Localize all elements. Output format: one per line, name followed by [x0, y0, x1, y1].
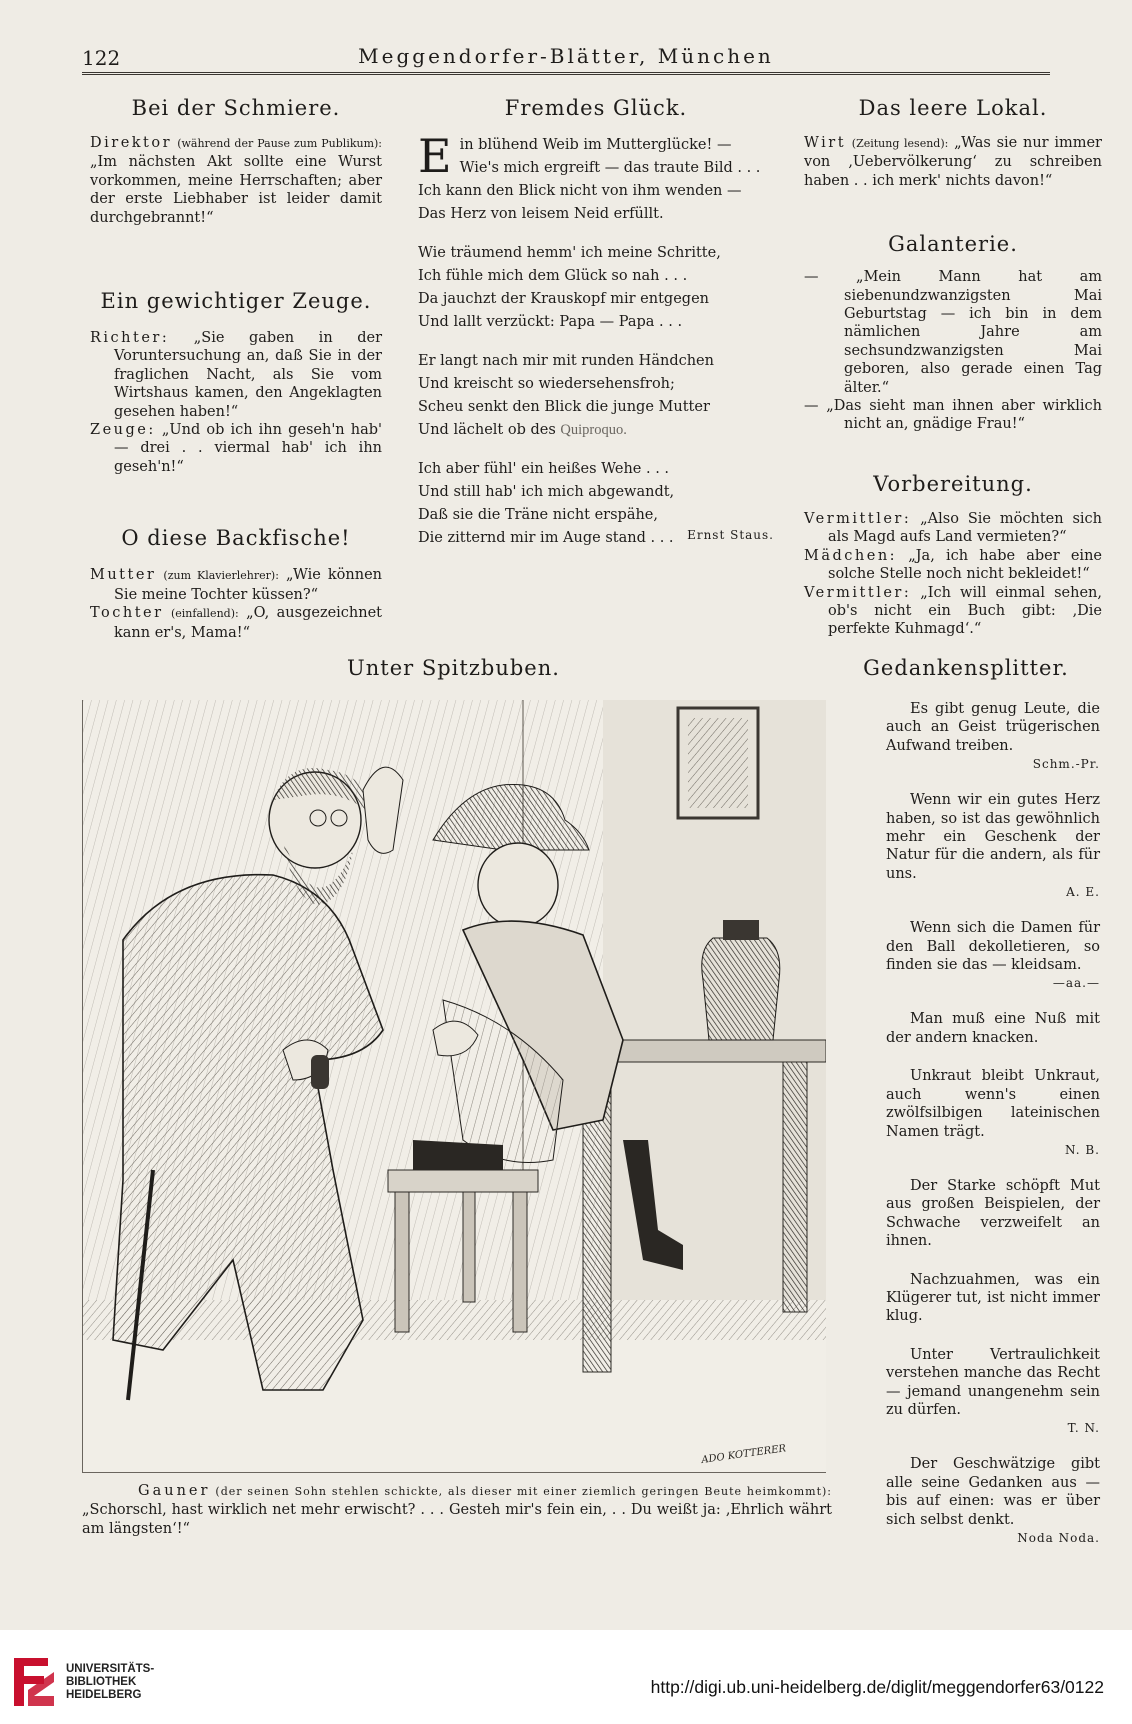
- aphorism-text: Wenn sich die Damen für den Ball dekolletieren, so finden sie das — kleidsam.: [886, 920, 1100, 974]
- library-name[interactable]: [66, 1663, 154, 1702]
- library-name-line: HEIDELBERG: [66, 1689, 142, 1701]
- dialogue-richter: [90, 329, 382, 421]
- column-right: [804, 96, 1102, 639]
- dialogue: „Ja, ich habe aber eine solche Stelle noch nicht bekleidet!“: [828, 547, 1102, 583]
- dialogue: „Schorschl, hast wirklich net mehr erwischt? . . . Gesteh mir's fein ein, . . Du weißt ja: ‚Ehrlich währt am längsten‘!“: [82, 1502, 832, 1537]
- dialogue-vermittler-2: [804, 584, 1102, 639]
- library-name-line: BIBLIOTHEK: [66, 1676, 137, 1688]
- library-name-line: UNIVERSITÄTS-: [66, 1663, 155, 1675]
- aphorism-text: Unkraut bleibt Unkraut, auch wenn's einen zwölfsilbigen lateinischen Namen trägt.: [886, 1068, 1100, 1140]
- aphorisms-title: Gedankensplitter.: [863, 656, 1069, 680]
- aphorism-item: [832, 700, 1100, 771]
- page-number: 122: [82, 46, 121, 70]
- stool-leg: [395, 1192, 409, 1332]
- pipe: [311, 1055, 329, 1089]
- speaker: Richter:: [90, 330, 170, 347]
- poem-line: Ich aber fühl' ein heißes Wehe . . .: [418, 461, 670, 477]
- speaker: Vermittler:: [804, 584, 912, 601]
- dialogue: „O, ausgezeichnet kann er's, Mama!“: [114, 605, 383, 641]
- jug-neck: [723, 920, 759, 940]
- aphorism-item: [832, 791, 1100, 899]
- aphorism-item: [832, 1455, 1100, 1545]
- aphorism-text: Wenn wir ein gutes Herz haben, so ist das gewöhnlich mehr ein Geschenk der Natur für die andern, als für uns.: [886, 792, 1100, 882]
- column-left: [90, 96, 382, 642]
- aphorism-item: [832, 1346, 1100, 1436]
- library-footer: [0, 1630, 1132, 1724]
- poem: [418, 129, 774, 550]
- poem-title: Fremdes Glück.: [504, 96, 688, 120]
- speaker: Mutter: [90, 567, 157, 584]
- dialogue: „Sie gaben in der Voruntersuchung an, daß Sie in der fraglichen Nacht, als Sie vom Wirtshaus kamen, den Angeklagten gesehen haben!“: [114, 330, 382, 420]
- section-title-galanterie: Galanterie.: [888, 232, 1018, 257]
- poem-line: Und still hab' ich mich abgewandt,: [418, 484, 675, 500]
- dialogue: „Und ob ich ihn geseh'n hab' — drei . . viermal hab' ich ihn geseh'n!“: [114, 422, 383, 475]
- speaker: Mädchen:: [804, 547, 898, 564]
- speaker: Tochter: [90, 605, 164, 622]
- latin-word: Quiproquo.: [560, 422, 627, 438]
- artist-signature: ADO KOTTERER: [700, 1443, 787, 1466]
- dialogue-line: — „Das sieht man ihnen aber wirklich nicht an, gnädige Frau!“: [804, 398, 1102, 433]
- aphorism-text: Der Geschwätzige gibt alle seine Gedanken aus — bis auf einen: was er über sich selbst denkt.: [886, 1456, 1100, 1528]
- aphorism-item: [832, 1271, 1100, 1326]
- poem-line: Und lallt verzückt: Papa — Papa . . .: [418, 314, 683, 330]
- table-leg: [783, 1062, 807, 1312]
- dialogue-mutter: [90, 566, 382, 604]
- poem-line: Wie träumend hemm' ich meine Schritte,: [418, 245, 721, 261]
- aphorism-item: [832, 919, 1100, 990]
- section-title-zeuge: Ein gewichtiger Zeuge.: [100, 289, 372, 314]
- page-header: [82, 42, 1050, 75]
- poem-line: Wie's mich ergreift — das traute Bild . . .: [459, 160, 761, 176]
- aphorism-item: [832, 1177, 1100, 1251]
- aphorism-text: Man muß eine Nuß mit der andern knacken.: [886, 1011, 1100, 1046]
- stage-direction: (zum Klavierlehrer):: [163, 569, 279, 583]
- dialogue-vermittler: [804, 510, 1102, 547]
- column-middle: [418, 96, 774, 546]
- stanza-3: [418, 350, 774, 442]
- aphorism-text: Der Starke schöpft Mut aus großen Beispielen, der Schwache verzweifelt an ihnen.: [886, 1177, 1100, 1250]
- aphorism-item: [832, 1067, 1100, 1157]
- stage-direction: (Zeitung lesend):: [851, 137, 949, 150]
- poem-line: Ich fühle mich dem Glück so nah . . .: [418, 268, 688, 284]
- aphorism-signature: —aa.—: [1052, 976, 1100, 991]
- stage-direction: (während der Pause zum Publikum):: [177, 137, 383, 150]
- cartoon-title: Unter Spitzbuben.: [347, 656, 560, 680]
- poem-line: Und kreischt so wiedersehensfroh;: [418, 376, 675, 392]
- cartoon-illustration: [82, 700, 826, 1473]
- stanza-2: [418, 242, 774, 334]
- dialogue-line: — „Mein Mann hat am siebenundzwanzigsten Mai Geburtstag — ich bin in dem nämlichen Jahre am sechsundzwanzigsten Mai geboren, also gerade einen Tag älter.“: [804, 269, 1102, 396]
- jug: [702, 938, 780, 1040]
- section-title-vorbereitung: Vorbereitung.: [873, 471, 1033, 496]
- stool-leg: [513, 1192, 527, 1332]
- poem-line: in blühend Weib im Mutterglücke! —: [459, 137, 732, 153]
- aphorism-text: Unter Vertraulichkeit verstehen manche das Recht — jemand unangenehm sein zu dürfen.: [886, 1346, 1100, 1418]
- stage-direction: (einfallend):: [170, 607, 239, 621]
- aphorism-signature: N. B.: [1065, 1142, 1100, 1157]
- speaker: Zeuge:: [90, 422, 156, 439]
- speaker: Vermittler:: [804, 510, 912, 527]
- poem-line: Die zitternd mir im Auge stand . . .: [418, 530, 674, 546]
- dialogue: „Also Sie möchten sich als Magd aufs Land vermieten?“: [828, 510, 1103, 546]
- library-logo-icon[interactable]: [8, 1652, 60, 1712]
- poem-line: Das Herz von leisem Neid erfüllt.: [418, 206, 664, 222]
- dialogue: „Was sie nur immer von ‚Uebervölkerung‘ zu schreiben haben . . ich merk' nichts davon!“: [804, 135, 1102, 189]
- dialogue: „Im nächsten Akt sollte eine Wurst vorkommen, meine Herrschaften; aber der erste Liebhaber ist leider damit durchgebrannt!“: [90, 154, 382, 226]
- cartoon-drawing: [83, 700, 826, 1472]
- aphorism-text: Es gibt genug Leute, die auch an Geist trügerischen Aufwand treiben.: [886, 701, 1100, 754]
- aphorism-signature: T. N.: [1067, 1421, 1100, 1436]
- speaker: Wirt: [804, 135, 847, 151]
- poem-line: Ich kann den Blick nicht von ihm wenden —: [418, 183, 742, 199]
- poem-line-start: Und lächelt ob des: [418, 422, 561, 438]
- speaker: Direktor: [90, 135, 173, 151]
- poem-line: [418, 419, 774, 442]
- dialogue: „Wie können Sie meine Tochter küssen?“: [114, 567, 383, 603]
- poem-line: Scheu senkt den Blick die junge Mutter: [418, 399, 710, 415]
- section-title-backfische: O diese Backfische!: [121, 526, 351, 551]
- aphorism-signature: Schm.-Pr.: [1032, 757, 1100, 772]
- magazine-title: Meggendorfer-Blätter, München: [358, 44, 774, 68]
- source-url-link[interactable]: http://digi.ub.uni-heidelberg.de/diglit/meggendorfer63/0122: [650, 1677, 1104, 1697]
- poem-author: Ernst Staus.: [687, 528, 774, 542]
- stool-seat: [388, 1170, 538, 1192]
- poem-line: Da jauchzt der Krauskopf mir entgegen: [418, 291, 709, 307]
- aphorism-item: [832, 1010, 1100, 1047]
- anecdote-schmiere: [90, 134, 382, 227]
- boot: [413, 1140, 503, 1170]
- section-title-lokal: Das leere Lokal.: [858, 96, 1048, 120]
- drop-cap: E: [418, 129, 452, 183]
- anecdote-lokal: [804, 134, 1102, 190]
- dialogue-zeuge: [90, 421, 382, 476]
- dialogue-maedchen: [804, 547, 1102, 584]
- speaker: Gauner: [138, 1483, 211, 1499]
- cartoon-caption: [82, 1482, 832, 1539]
- poem-line: Daß sie die Träne nicht erspähe,: [418, 507, 659, 523]
- aphorism-signature: A. E.: [1066, 885, 1100, 900]
- aphorism-text: Nachzuahmen, was ein Klügerer tut, ist nicht immer klug.: [886, 1271, 1100, 1325]
- aphorism-signature: Noda Noda.: [1017, 1531, 1100, 1545]
- stanza-1: [418, 129, 774, 226]
- aphorisms-column: [832, 656, 1100, 1545]
- stage-direction: (der seinen Sohn stehlen schickte, als dieser mit einer ziemlich geringen Beute heimkommt):: [215, 1485, 832, 1498]
- picture-content: [688, 718, 748, 808]
- dialogue-tochter: [90, 604, 382, 642]
- poem-line: Er langt nach mir mit runden Händchen: [418, 353, 714, 369]
- dialogue: „Ich will einmal sehen, ob's nicht ein Buch gibt: ‚Die perfekte Kuhmagd‘.“: [828, 584, 1102, 638]
- section-title-schmiere: Bei der Schmiere.: [131, 96, 341, 120]
- stool-leg: [463, 1192, 475, 1302]
